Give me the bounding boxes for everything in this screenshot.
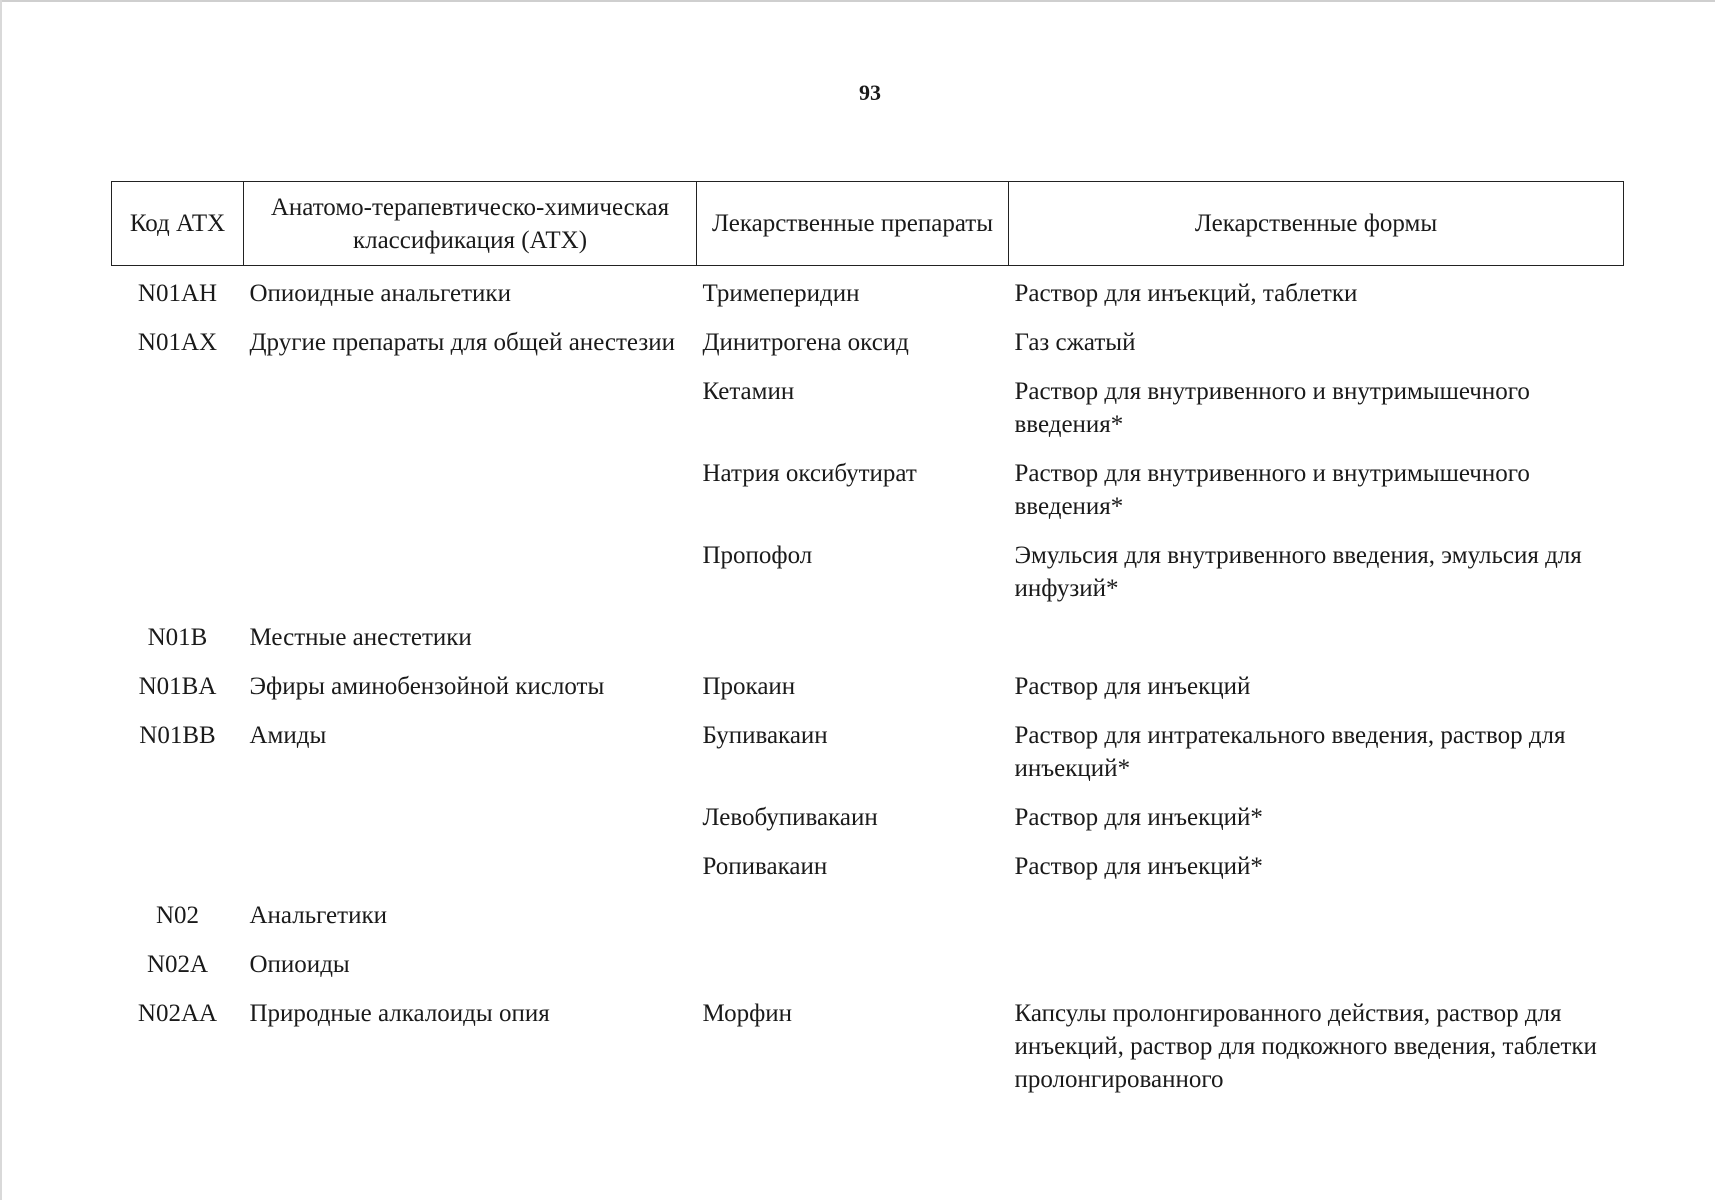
dosage-form: [1009, 948, 1624, 997]
drug-name: Тримеперидин: [702, 280, 860, 307]
drug-name: Кетамин: [702, 378, 795, 405]
table-row: [112, 719, 1624, 801]
atx-code: N02: [155, 902, 200, 929]
table-row: [112, 670, 1624, 719]
atx-code: [112, 539, 244, 621]
scan-edge-top: [0, 0, 1715, 2]
drug-name: Морфин: [702, 1000, 793, 1027]
atx-code: N02AA: [137, 1000, 218, 1027]
dosage-form: [1009, 621, 1624, 670]
header-classification: Анатомо-терапевтическо-химическая классификация (АТХ): [244, 182, 697, 266]
atx-code: [112, 801, 244, 850]
drug-name: [697, 899, 1009, 948]
atx-code: N01AH: [137, 280, 218, 307]
header-forms: Лекарственные формы: [1009, 182, 1624, 266]
atx-classification: Опиоидные анальгетики: [249, 280, 511, 307]
atx-classification: Опиоиды: [249, 951, 350, 978]
dosage-form: Эмульсия для внутривенного введения, эмульсия для инфузий*: [1014, 542, 1582, 602]
atx-classification: Другие препараты для общей анестезии: [249, 329, 675, 356]
atx-code: [112, 375, 244, 457]
drug-name: [697, 948, 1009, 997]
atx-table: [111, 181, 1624, 1112]
atx-code: N01B: [147, 624, 208, 651]
table-body: [112, 266, 1624, 1113]
table-row: [112, 326, 1624, 375]
atx-code: [112, 850, 244, 899]
header-code: Код АТХ: [112, 182, 244, 266]
dosage-form: Капсулы пролонгированного действия, раствор для инъекций, раствор для подкожного введения, таблетки пролонгированного: [1014, 1000, 1597, 1093]
atx-code: N01BA: [138, 673, 217, 700]
dosage-form: Раствор для инъекций*: [1014, 853, 1263, 880]
atx-classification: Местные анестетики: [249, 624, 472, 651]
atx-code: N01AX: [137, 329, 218, 356]
page-number: 93: [859, 80, 881, 105]
dosage-form: Раствор для внутривенного и внутримышечного введения*: [1014, 460, 1530, 520]
atx-classification: Природные алкалоиды опия: [249, 1000, 550, 1027]
table-row: [112, 948, 1624, 997]
dosage-form: Раствор для интратекального введения, раствор для инъекций*: [1014, 722, 1566, 782]
dosage-form: Раствор для инъекций, таблетки: [1014, 280, 1358, 307]
drug-name: Бупивакаин: [702, 722, 828, 749]
drug-name: Натрия оксибутират: [702, 460, 917, 487]
atx-code: N02A: [146, 951, 209, 978]
header-drugs: Лекарственные препараты: [697, 182, 1009, 266]
atx-code: N01BB: [139, 722, 216, 749]
scan-edge-left: [0, 0, 2, 1200]
atx-classification: Эфиры аминобензойной кислоты: [249, 673, 605, 700]
dosage-form: Раствор для инъекций: [1014, 673, 1251, 700]
atx-classification: Амиды: [249, 722, 327, 749]
dosage-form: [1009, 899, 1624, 948]
drug-name: Динитрогена оксид: [702, 329, 909, 356]
header-row: [112, 182, 1624, 266]
atx-classification: Анальгетики: [249, 902, 387, 929]
atx-code: [112, 457, 244, 539]
table-row: [112, 997, 1624, 1112]
drug-name: Левобупивакаин: [702, 804, 878, 831]
drug-name: Пропофол: [702, 542, 813, 569]
dosage-form: Раствор для внутривенного и внутримышечного введения*: [1014, 378, 1530, 438]
drug-name: Прокаин: [702, 673, 796, 700]
dosage-form: Газ сжатый: [1014, 329, 1136, 356]
table-row: [112, 899, 1624, 948]
table-row: [112, 621, 1624, 670]
table-header: [112, 182, 1624, 266]
dosage-form: Раствор для инъекций*: [1014, 804, 1263, 831]
drug-name: Ропивакаин: [702, 853, 828, 880]
table-row: [112, 266, 1624, 327]
drug-name: [697, 621, 1009, 670]
